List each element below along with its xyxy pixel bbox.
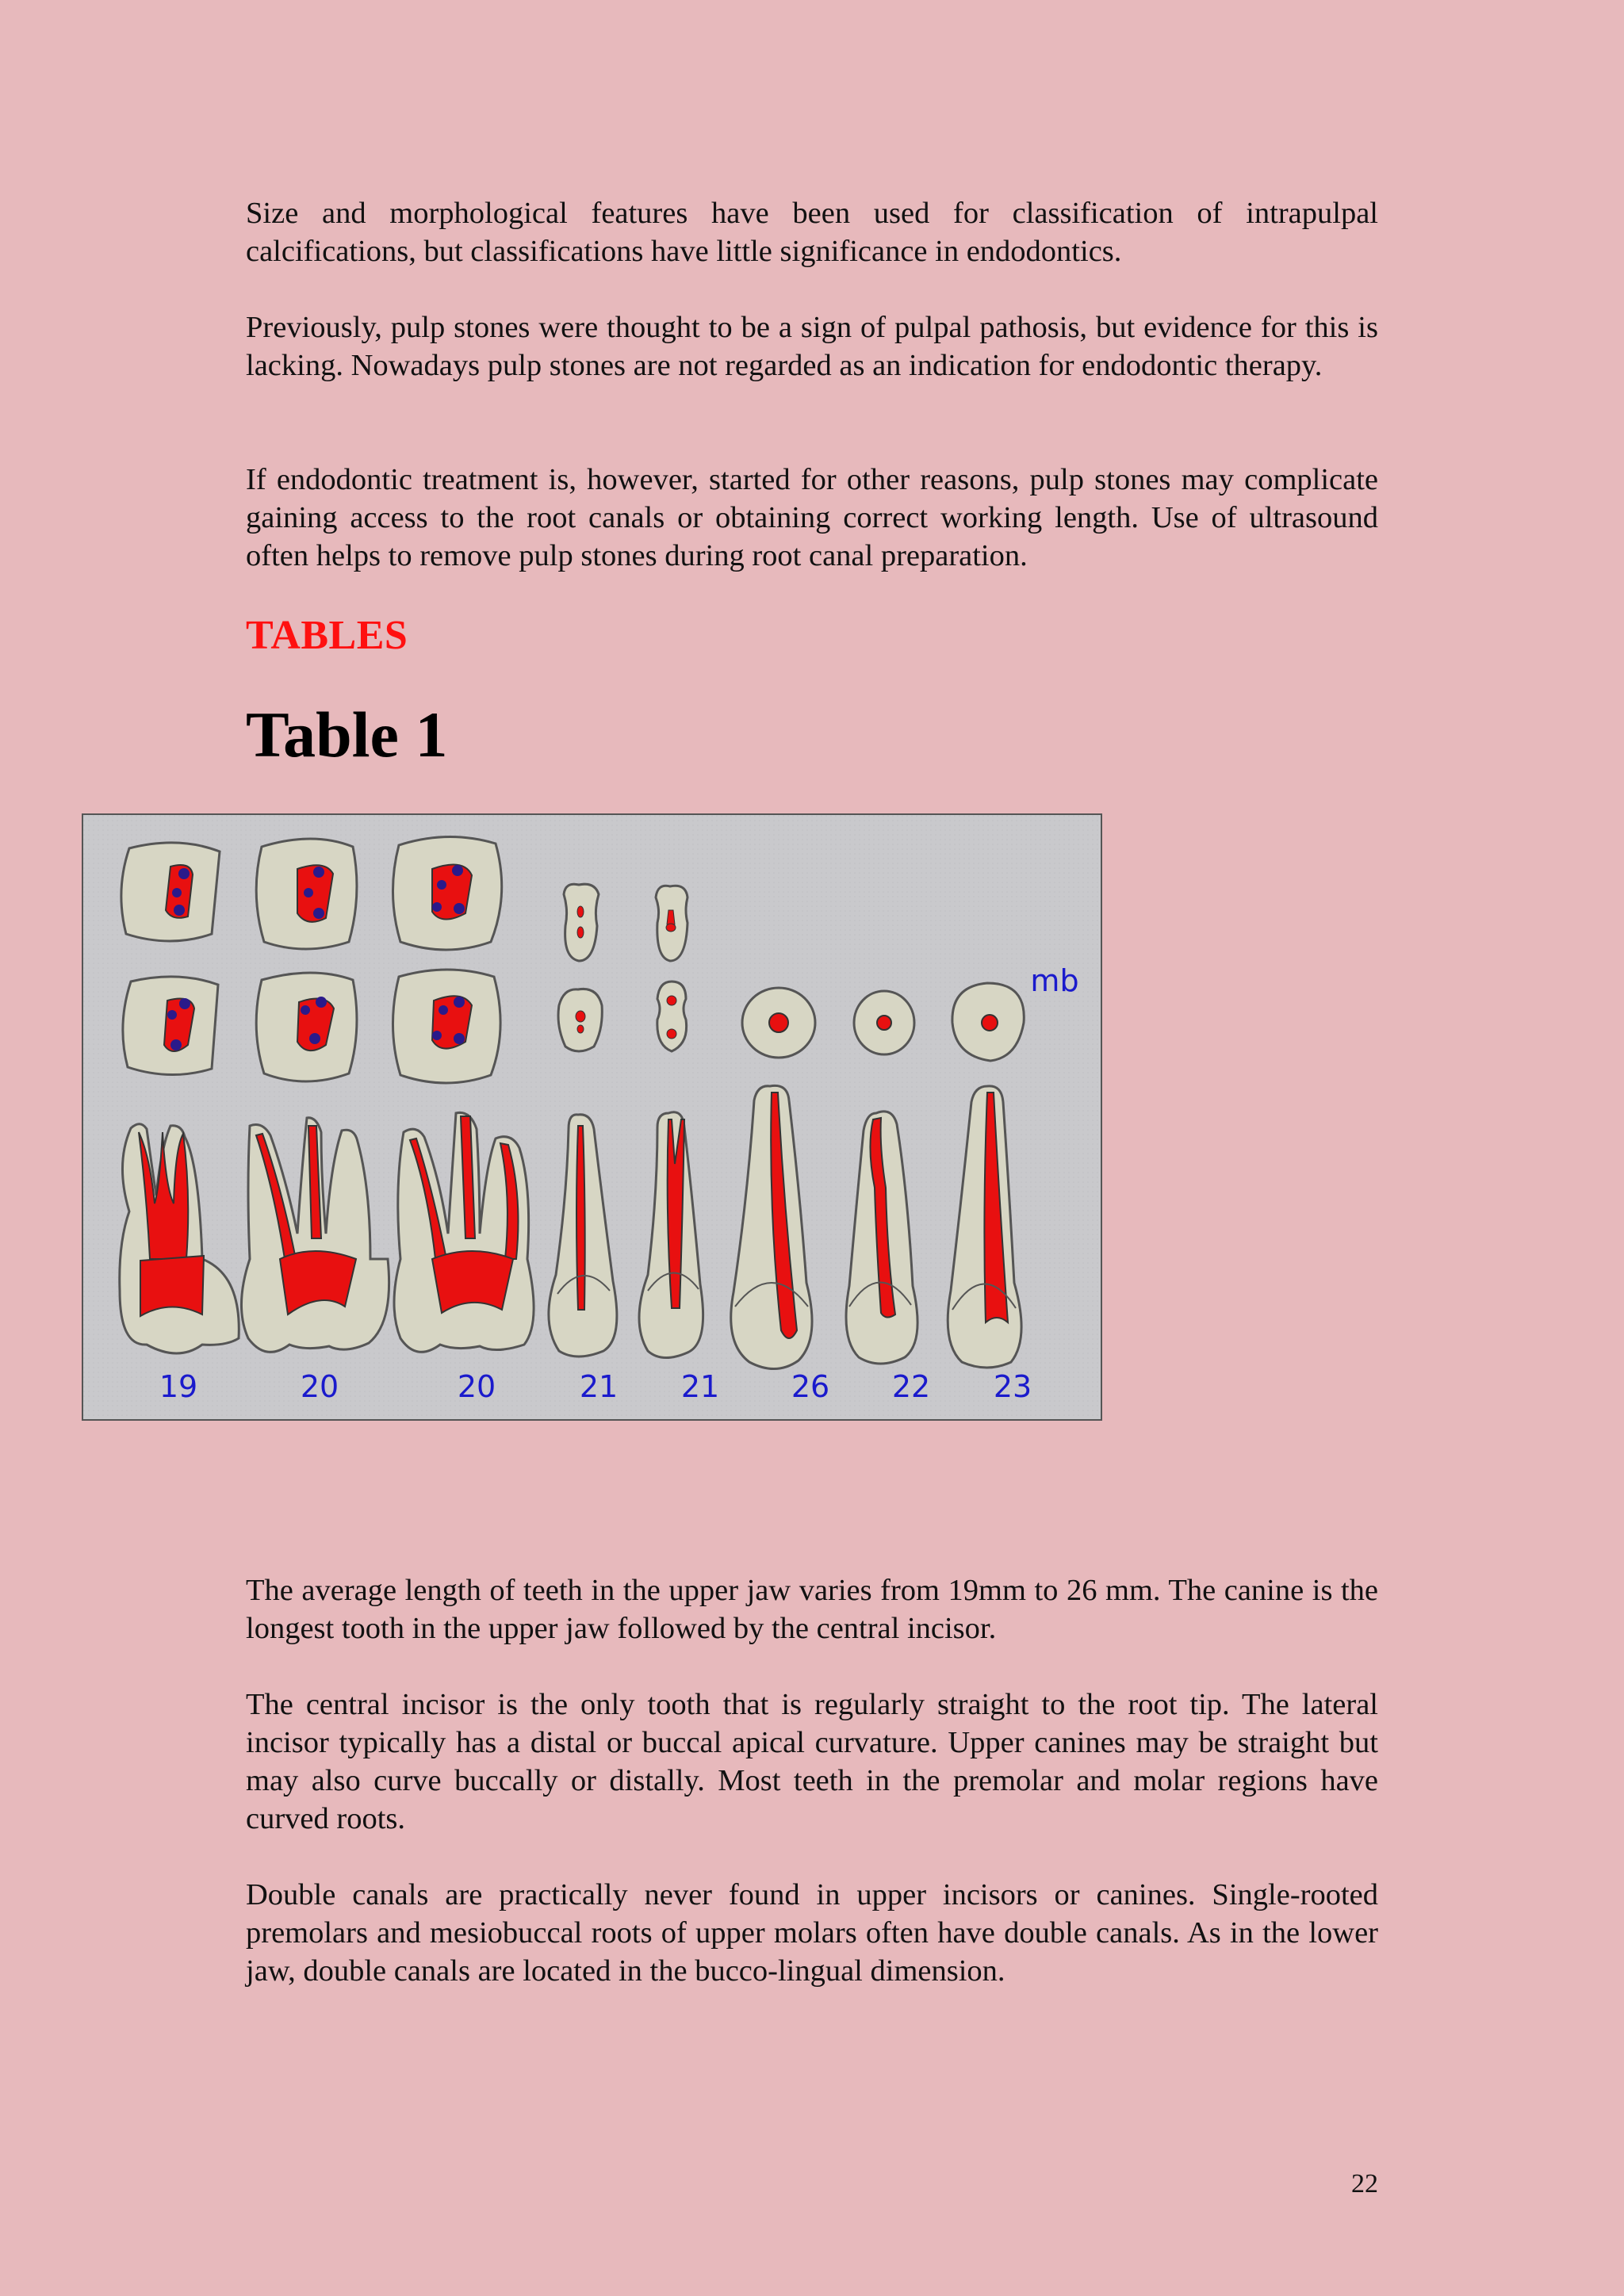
tooth-length-label-1: 19 [159, 1369, 198, 1404]
cross-section-molar-1-root [123, 977, 218, 1075]
teeth-illustration [83, 815, 1101, 1419]
section-heading: TABLES [246, 613, 408, 658]
cross-section-premolar-2-root [657, 982, 687, 1051]
paragraph-pulp-stones-treatment: If endodontic treatment is, however, started for other reasons, pulp stones may complicate gaining access to the root canals or obtaining correct working length. Use of ultrasound often helps to remove pulp stones during root canal preparation. [246, 463, 1378, 572]
tooth-length-label-4: 21 [579, 1369, 619, 1404]
cross-section-lateral-incisor [854, 991, 914, 1054]
cross-section-premolar-2-crown [656, 886, 688, 961]
tooth-length-label-7: 22 [891, 1369, 931, 1404]
tooth-length-label-8: 23 [993, 1369, 1032, 1404]
cross-section-molar-3-root [393, 970, 500, 1083]
cross-section-molar-1-crown [121, 843, 220, 941]
cross-section-premolar-1-root [558, 989, 602, 1051]
cross-section-molar-3-crown [393, 836, 501, 950]
cross-section-molar-2-crown [256, 839, 357, 949]
cross-section-premolar-1-crown [564, 884, 599, 961]
upper-teeth-figure [82, 813, 1102, 1421]
paragraph-pulp-stones-pathosis: Previously, pulp stones were thought to be a sign of pulpal pathosis, but evidence for this is lacking. Nowadays pulp stones are not regarded as an indication for endodontic therapy. [246, 311, 1378, 382]
cross-section-molar-2-root [256, 973, 357, 1081]
tooth-length-label-3: 20 [457, 1369, 496, 1404]
paragraph-calcification-classification: Size and morphological features have been used for classification of intrapulpal calcifications, but classifications have little significance in endodontics. [246, 197, 1378, 268]
mb-label: mb [1030, 963, 1079, 998]
tooth-length-label-2: 20 [300, 1369, 339, 1404]
cross-section-canine [742, 988, 815, 1058]
paragraph-root-curvature: The central incisor is the only tooth that is regularly straight to the root tip. The lateral incisor typically has a distal or buccal apical curvature. Upper canines may be straight but may also curve buccally or distally. Most teeth in the premolar and molar regions have curved roots. [246, 1688, 1378, 1835]
cross-section-central-incisor [952, 983, 1024, 1061]
paragraph-tooth-length: The average length of teeth in the upper jaw varies from 19mm to 26 mm. The canine is the longest tooth in the upper jaw followed by the central incisor. [246, 1574, 1378, 1645]
tooth-molar-3 [394, 1112, 534, 1352]
tooth-length-label-5: 21 [680, 1369, 720, 1404]
table-title: Table 1 [246, 698, 448, 771]
tooth-length-label-6: 26 [791, 1369, 830, 1404]
page-number: 22 [1351, 2169, 1378, 2198]
paragraph-double-canals: Double canals are practically never found in upper incisors or canines. Single-rooted premolars and mesiobuccal roots of upper molars often have double canals. As in the lower jaw, double canals are located in the bucco-lingual dimension. [246, 1878, 1378, 1988]
